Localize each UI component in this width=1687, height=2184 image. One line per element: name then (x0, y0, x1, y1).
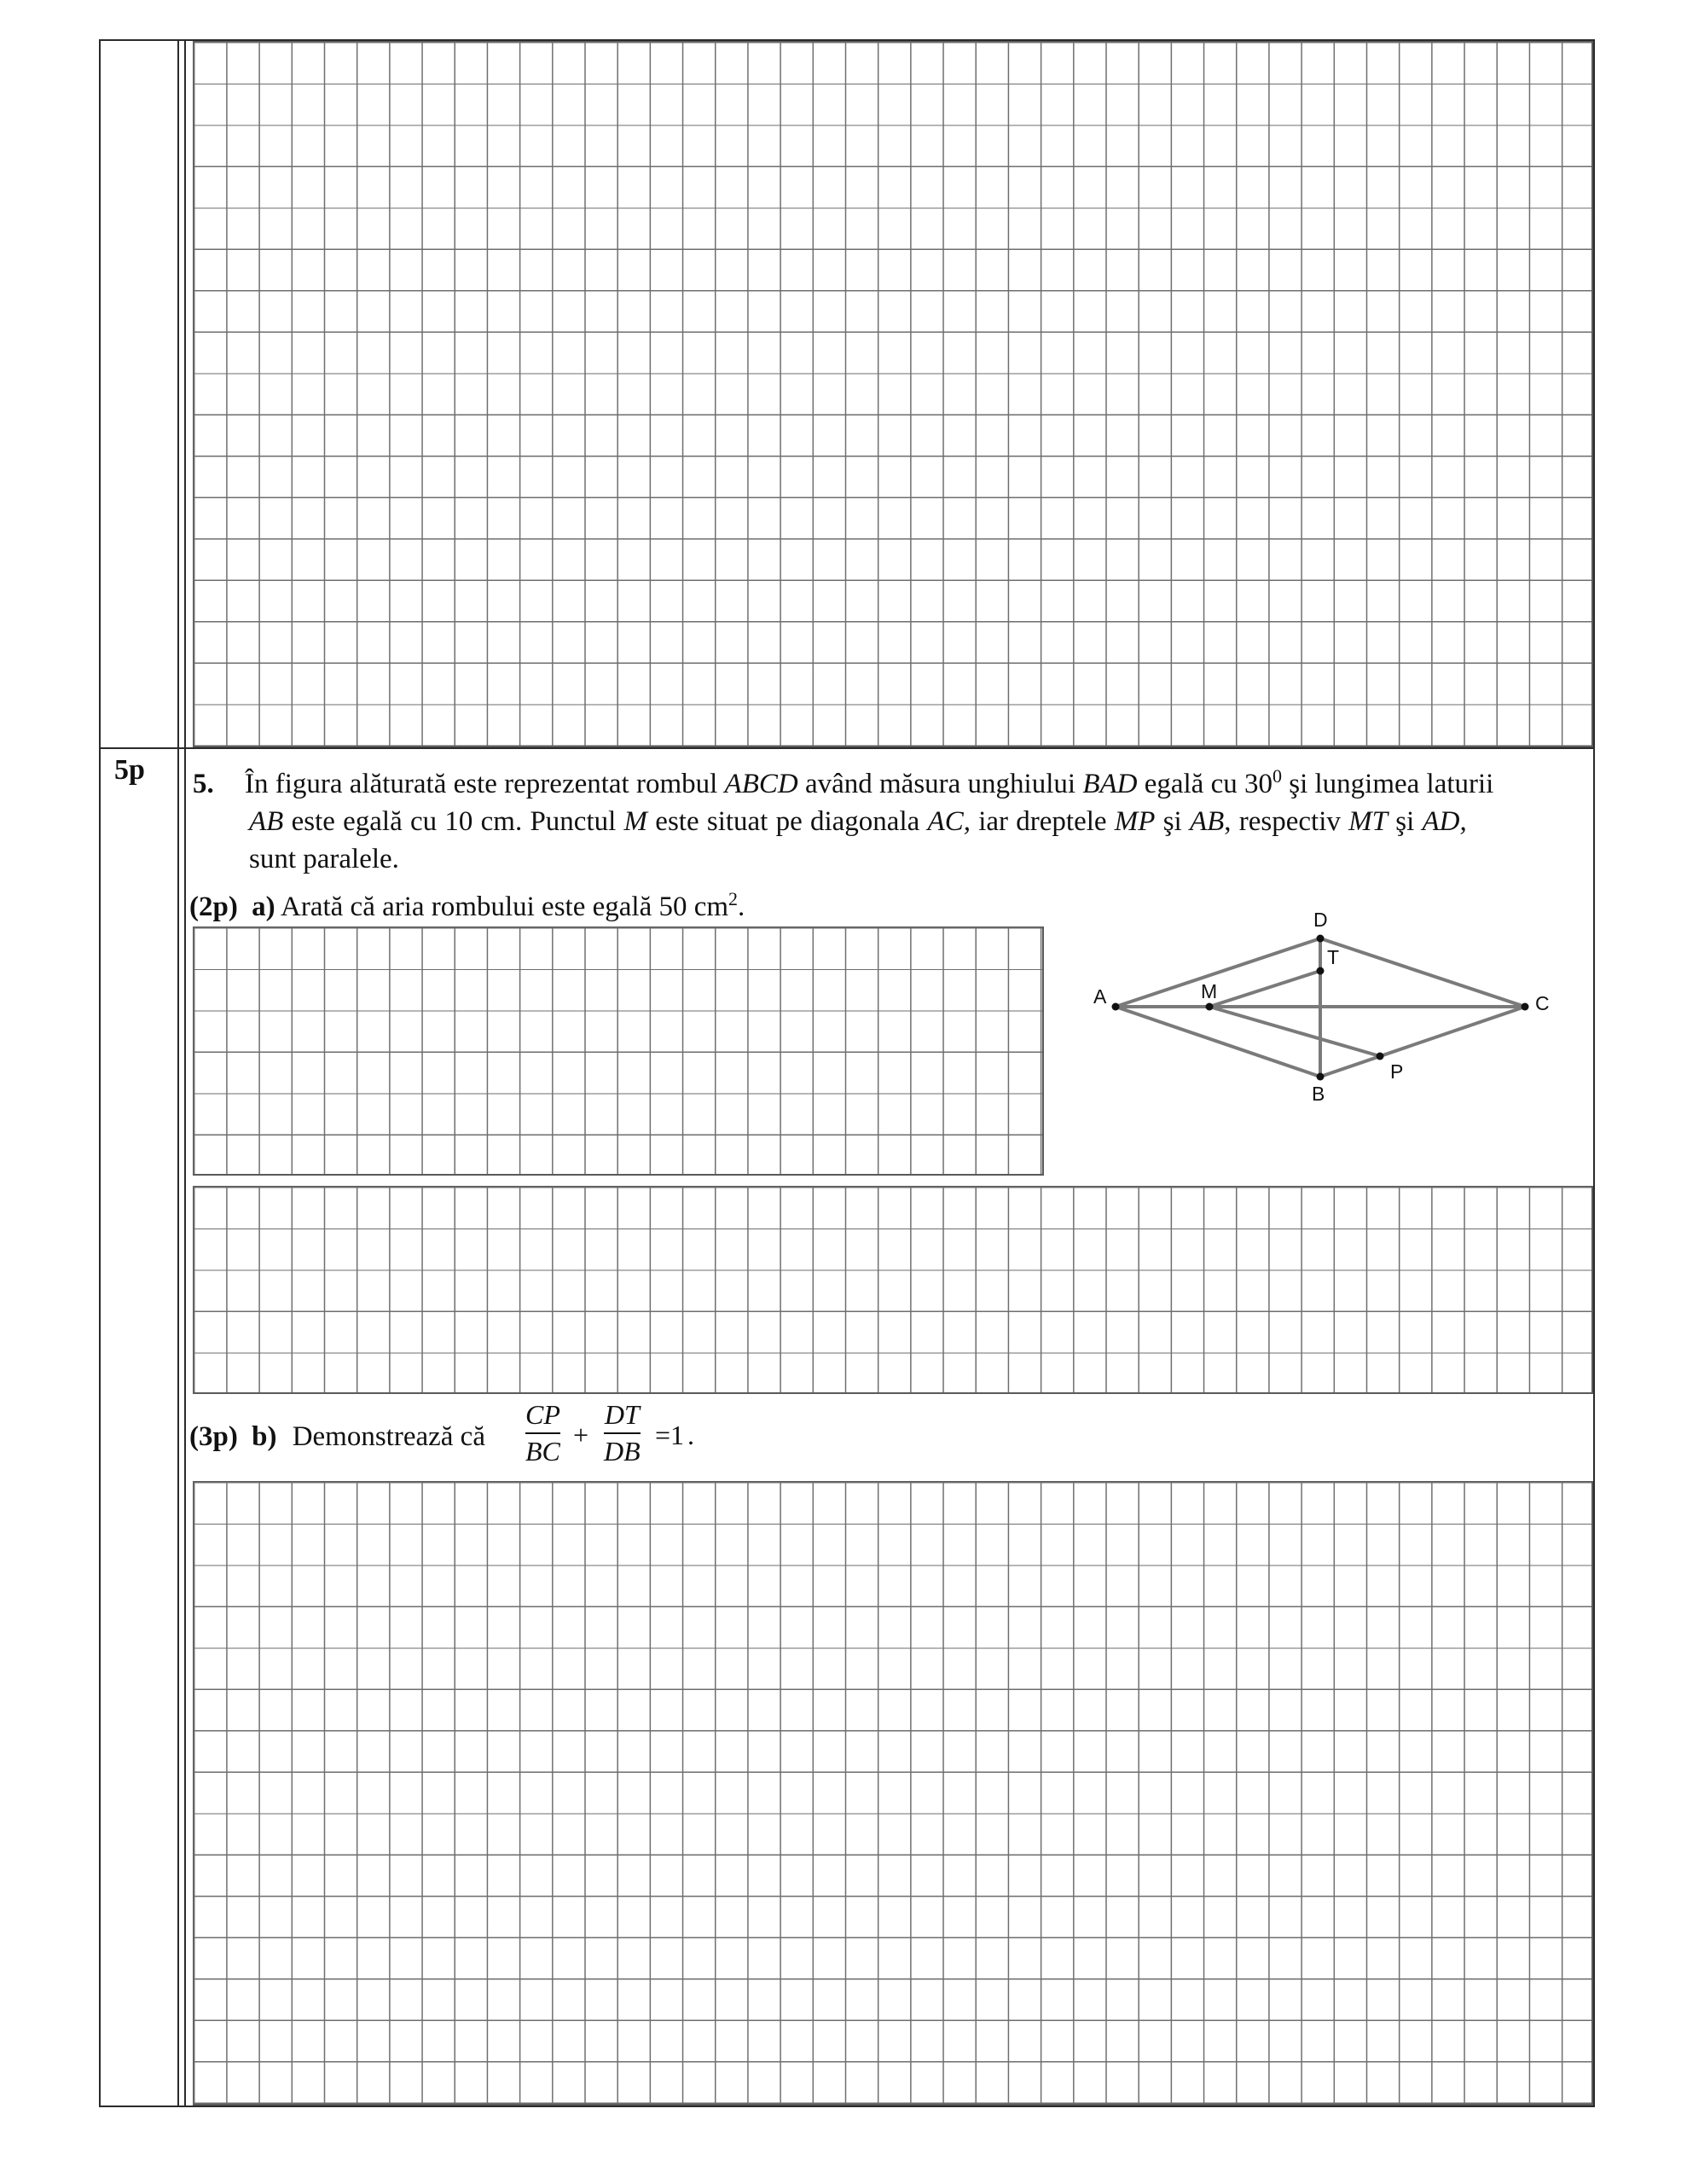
table-row-divider (99, 747, 1595, 749)
fraction-2-denominator: DB (604, 1436, 641, 1467)
label-a: A (1093, 985, 1107, 1008)
text-segment: iar dreptele (970, 806, 1115, 837)
part-a-text: Arată că aria rombului este egală 50 cm (275, 892, 729, 922)
table-column-divider-2 (184, 39, 186, 2107)
text-segment: AC, (927, 806, 971, 837)
part-a-label: a) (252, 892, 275, 922)
fraction-2-bar (604, 1432, 641, 1434)
problem-number: 5. (193, 769, 214, 799)
part-b-heading (189, 1418, 485, 1455)
rhombus-figure (1083, 904, 1561, 1109)
segment-mt (1209, 971, 1320, 1007)
point-b (1317, 1073, 1325, 1081)
side-dc (1320, 938, 1525, 1007)
part-a-points: (2p) (189, 892, 238, 922)
text-segment: BAD (1082, 769, 1138, 799)
part-a-period: . (738, 892, 745, 922)
label-d: D (1313, 909, 1328, 931)
text-segment: În figura alăturată este reprezentat rombul (245, 769, 725, 799)
fraction-cp-bc (525, 1399, 560, 1467)
problem-statement (193, 758, 1591, 878)
side-ad (1116, 938, 1320, 1007)
text-segment: şi (1387, 806, 1423, 837)
fraction-2-numerator: DT (604, 1399, 640, 1430)
equals-text: =1 (655, 1420, 685, 1450)
point-t (1317, 967, 1325, 975)
point-m (1206, 1003, 1214, 1011)
problem-line-2 (193, 803, 1591, 840)
text-segment: având măsura unghiului (797, 769, 1083, 799)
equals-one (655, 1420, 694, 1451)
table-bottom-border (99, 2106, 1595, 2107)
text-segment: AB (1189, 806, 1225, 837)
text-segment: este egală cu 10 cm. Punctul (283, 806, 624, 837)
answer-grid-part-a-wide[interactable] (193, 1186, 1593, 1394)
answer-grid-top[interactable] (193, 41, 1593, 747)
table-right-border (1593, 39, 1595, 2107)
label-t: T (1327, 946, 1340, 968)
text-segment: MP (1114, 806, 1156, 837)
part-b-label: b) (252, 1421, 277, 1452)
text-segment: , respectiv (1224, 806, 1349, 837)
part-a-superscript: 2 (728, 888, 739, 909)
fraction-dt-db (604, 1399, 641, 1467)
label-c: C (1535, 992, 1550, 1014)
text-segment: AD, (1422, 806, 1467, 837)
side-bc (1320, 1007, 1525, 1077)
point-d (1317, 935, 1325, 943)
label-b: B (1312, 1083, 1325, 1105)
part-b-text: Demonstrează că (292, 1421, 485, 1452)
fraction-1-bar (525, 1432, 560, 1434)
text-segment: M (623, 806, 648, 837)
text-segment: egală cu 30 (1137, 769, 1272, 799)
text-segment: AB (249, 806, 284, 837)
part-b-points: (3p) (189, 1421, 238, 1452)
point-p (1377, 1053, 1384, 1060)
part-b-period: . (687, 1420, 695, 1450)
answer-grid-part-b[interactable] (193, 1481, 1593, 2106)
degree-superscript: 0 (1272, 765, 1282, 787)
answer-grid-part-a[interactable] (193, 926, 1044, 1176)
plus-sign: + (573, 1420, 589, 1450)
text-segment: ABCD (724, 769, 798, 799)
part-a-heading (189, 880, 745, 926)
label-p: P (1390, 1060, 1404, 1083)
label-m: M (1201, 980, 1218, 1002)
point-c (1522, 1003, 1529, 1011)
points-label: 5p (114, 754, 145, 786)
fraction-1-numerator: CP (525, 1399, 560, 1430)
text-segment: este situat pe diagonala (647, 806, 928, 837)
fraction-1-denominator: BC (525, 1436, 560, 1467)
table-left-border (99, 39, 101, 2107)
table-column-divider-1 (177, 39, 179, 2107)
text-segment: şi (1155, 806, 1190, 837)
text-segment: MT (1348, 806, 1388, 837)
problem-line-1 (193, 758, 1591, 803)
point-a (1112, 1003, 1120, 1011)
problem-line-3: sunt paralele. (249, 844, 399, 874)
side-ab (1116, 1007, 1320, 1077)
text-segment: şi lungimea laturii (1281, 769, 1494, 799)
